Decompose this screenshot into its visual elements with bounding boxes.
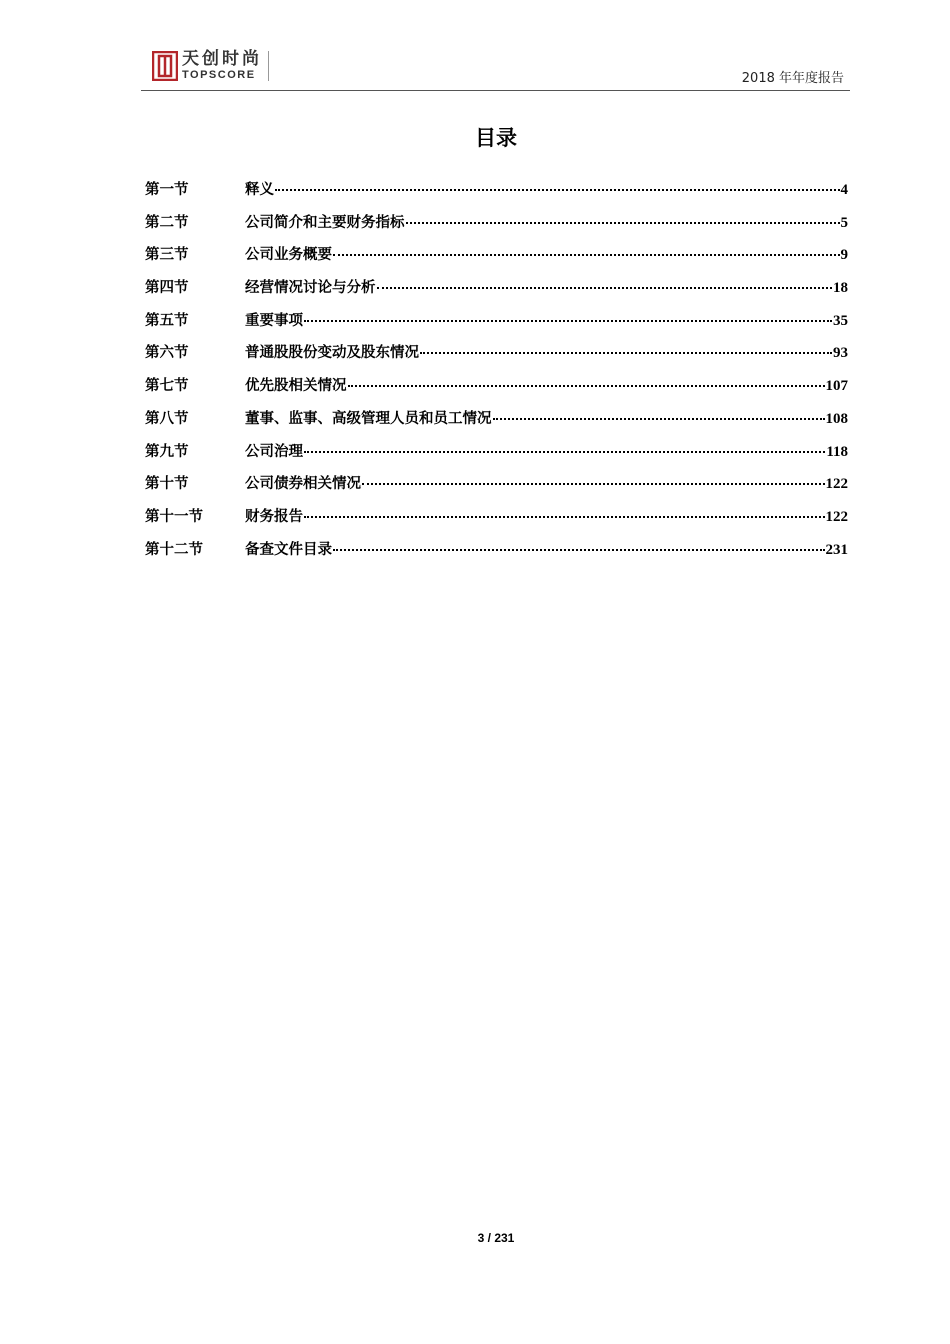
toc-section-number: 第四节: [145, 280, 189, 297]
toc-page-number: 107: [825, 378, 848, 395]
toc-leader-dots: [304, 320, 832, 322]
logo-chinese-name: 天创时尚: [182, 49, 262, 69]
toc-section-number: 第一节: [145, 182, 189, 198]
logo-english-name: TOPSCORE: [182, 69, 256, 81]
page-header: [141, 44, 850, 91]
toc-entry-10[interactable]: [145, 472, 848, 505]
toc-section-number: 第六节: [145, 345, 189, 362]
toc-section-number: 第十一节: [145, 508, 203, 525]
toc-page-number: 231: [825, 541, 848, 558]
toc-entry-7[interactable]: [145, 374, 848, 407]
toc-section-title: 备查文件目录: [245, 541, 332, 558]
toc-section-number: 第七节: [145, 378, 189, 395]
toc-entry-5[interactable]: [145, 309, 848, 342]
toc-leader-dots: [304, 451, 825, 453]
toc-page-number: 9: [840, 247, 848, 264]
toc-entry-9[interactable]: [145, 440, 848, 473]
toc-page-number: 4: [840, 182, 848, 198]
toc-page-number: 5: [840, 214, 848, 231]
toc-entry-2[interactable]: [145, 211, 848, 244]
toc-leader-dots: [420, 352, 832, 354]
toc-section-title: 优先股相关情况: [245, 378, 347, 395]
toc-page-number: 122: [825, 508, 848, 525]
toc-leader-dots: [275, 189, 840, 191]
toc-section-number: 第十二节: [145, 541, 203, 558]
toc-page-number: 122: [825, 476, 848, 493]
toc-section-title: 公司治理: [245, 443, 303, 460]
toc-section-number: 第八节: [145, 410, 189, 427]
toc-heading: 目录: [475, 126, 517, 150]
toc-section-number: 第五节: [145, 312, 189, 329]
toc-entry-4[interactable]: [145, 276, 848, 309]
toc-section-number: 第十节: [145, 476, 189, 493]
toc-section-title: 经营情况讨论与分析: [245, 280, 376, 297]
toc-leader-dots: [493, 418, 825, 420]
toc-leader-dots: [406, 222, 840, 224]
toc-entry-3[interactable]: [145, 243, 848, 276]
toc-entry-8[interactable]: [145, 407, 848, 440]
toc-section-title: 普通股股份变动及股东情况: [245, 345, 419, 362]
toc-section-title: 公司简介和主要财务指标: [245, 214, 405, 231]
toc-section-title: 释义: [245, 182, 274, 198]
toc-page-number: 118: [826, 443, 848, 460]
toc-section-title: 财务报告: [245, 508, 303, 525]
toc-section-number: 第九节: [145, 443, 189, 460]
company-logo: [152, 48, 269, 84]
toc-entry-1[interactable]: [145, 178, 848, 211]
toc-leader-dots: [333, 254, 840, 256]
toc-leader-dots: [377, 287, 833, 289]
toc-section-number: 第三节: [145, 247, 189, 264]
table-of-contents: [145, 178, 848, 570]
toc-entry-12[interactable]: [145, 538, 848, 571]
toc-leader-dots: [362, 483, 825, 485]
toc-leader-dots: [348, 385, 825, 387]
toc-page-number: 18: [833, 280, 848, 297]
toc-entry-11[interactable]: [145, 505, 848, 538]
toc-page-number: 93: [833, 345, 848, 362]
toc-section-title: 重要事项: [245, 312, 303, 329]
toc-leader-dots: [333, 549, 825, 551]
topscore-logo-icon: [152, 51, 178, 81]
toc-page-number: 35: [833, 312, 848, 329]
logo-wordmark: [182, 51, 269, 81]
toc-entry-6[interactable]: [145, 341, 848, 374]
page-number-footer: 3 / 231: [477, 1231, 515, 1245]
toc-page-number: 108: [825, 410, 848, 427]
report-title: 2018 年年度报告: [741, 71, 844, 86]
toc-section-title: 董事、监事、高级管理人员和员工情况: [245, 410, 492, 427]
toc-section-number: 第二节: [145, 214, 189, 231]
toc-section-title: 公司债券相关情况: [245, 476, 361, 493]
toc-leader-dots: [304, 516, 825, 518]
toc-section-title: 公司业务概要: [245, 247, 332, 264]
